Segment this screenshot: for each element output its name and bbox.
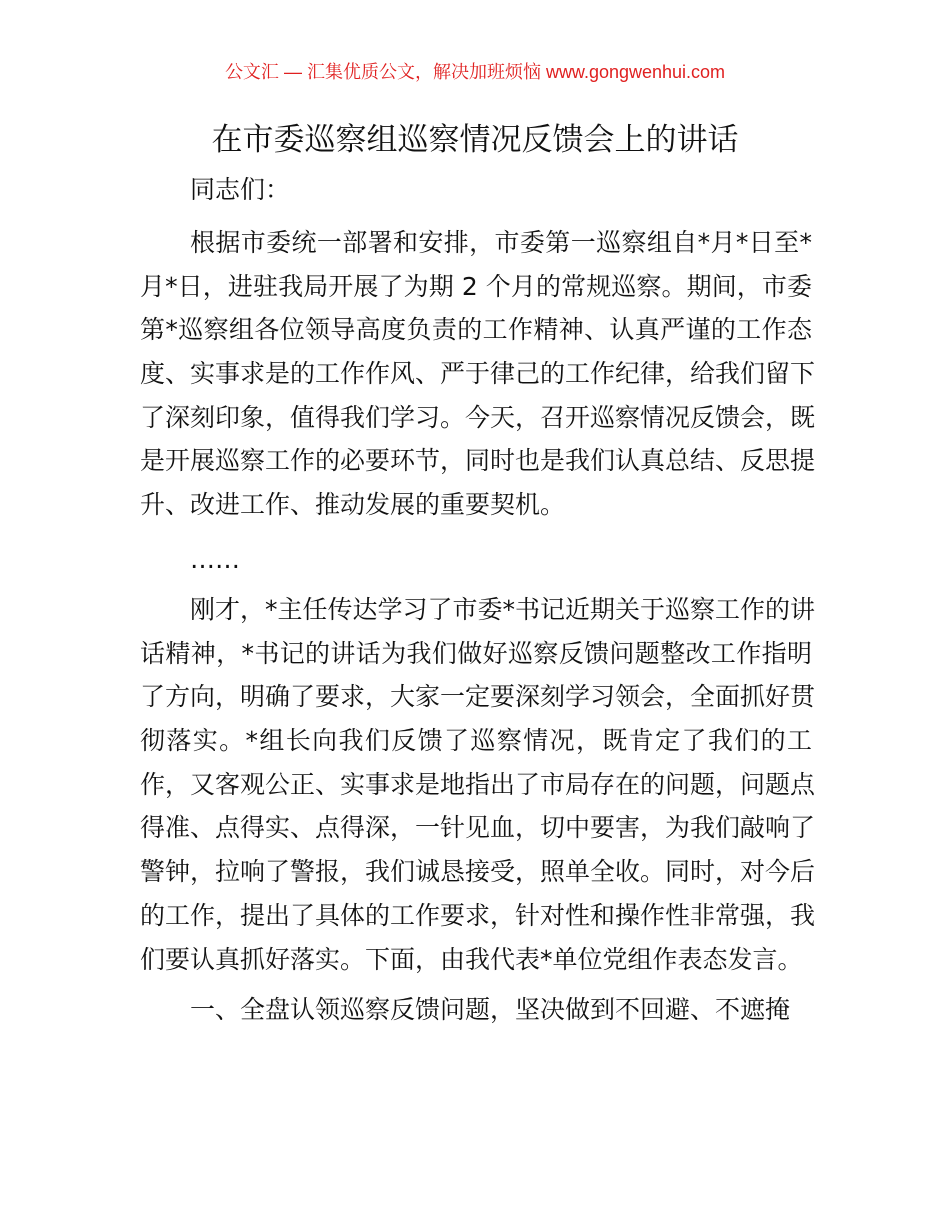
document-title: 在市委巡察组巡察情况反馈会上的讲话 [211, 122, 739, 158]
paragraph-line: 是开展巡察工作的必要环节，同时也是我们认真总结、反思提 [140, 446, 816, 476]
paragraph-line: 度、实事求是的工作作风、严于律己的工作纪律，给我们留下 [140, 359, 816, 389]
paragraph-line: 彻落实。*组长向我们反馈了巡察情况，既肯定了我们的工 [140, 726, 812, 756]
section-heading-text: 一、全盘认领巡察反馈问题，坚决做到不回避、不遮掩 [190, 995, 791, 1024]
paragraph-line: 根据市委统一部署和安排，市委第一巡察组自*月*日至* [190, 228, 812, 257]
paragraph-line: 月*日，进驻我局开展了为期 2 个月的常规巡察。期间，市委 [140, 271, 812, 301]
salutation [140, 168, 812, 212]
paragraph-line: 们要认真抓好落实。下面，由我代表*单位党组作表态发言。 [140, 944, 803, 974]
paragraph-line: 刚才，*主任传达学习了市委*书记近期关于巡察工作的讲 [190, 595, 816, 624]
paragraph-line: 得准、点得实、点得深，一针见血，切中要害，为我们敲响了 [140, 813, 816, 843]
ellipsis [140, 538, 812, 582]
paragraph-line: 的工作，提出了具体的工作要求，针对性和操作性非常强，我 [140, 900, 816, 930]
salutation-text: 同志们： [190, 175, 291, 204]
paragraph-line: 了深刻印象，值得我们学习。今天，召开巡察情况反馈会，既 [140, 402, 816, 432]
paragraph-line: 升、改进工作、推动发展的重要契机。 [140, 490, 566, 520]
paragraph-line: 话精神，*书记的讲话为我们做好巡察反馈问题整改工作指明 [140, 638, 812, 668]
paragraph-line: 了方向，明确了要求，大家一定要深刻学习领会，全面抓好贯 [140, 682, 816, 712]
paragraph-line: 警钟，拉响了警报，我们诚恳接受，照单全收。同时，对今后 [140, 857, 816, 887]
section-heading [140, 988, 812, 1032]
site-banner: 公文汇 — 汇集优质公文，解决加班烦恼 www.gongwenhui.com [224, 62, 726, 82]
ellipsis-text: …… [190, 545, 240, 574]
paragraph-2 [140, 588, 816, 981]
paragraph-line: 作，又客观公正、实事求是地指出了市局存在的问题，问题点 [140, 769, 816, 799]
paragraph-1 [140, 221, 816, 527]
paragraph-line: 第*巡察组各位领导高度负责的工作精神、认真严谨的工作态 [140, 315, 812, 345]
